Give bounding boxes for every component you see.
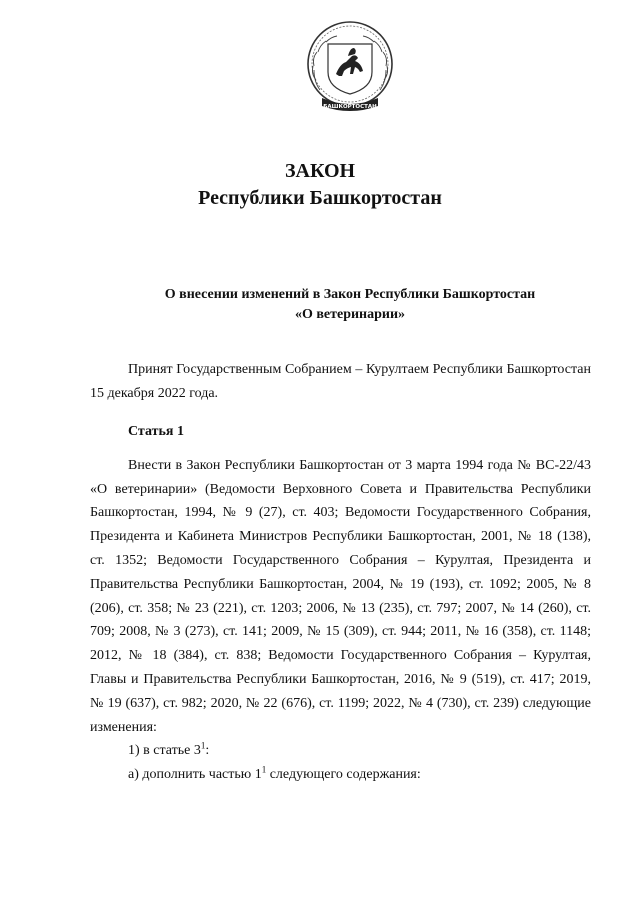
document-republic: Республики Башкортостан <box>198 187 442 209</box>
article-item-1a-text: а) дополнить частью 1 <box>128 767 262 783</box>
article-item-1-text: 1) в статье 3 <box>128 743 201 759</box>
article-paragraph: Внести в Закон Республики Башкортостан от 3 марта 1994 года № ВС-22/43 «О ветеринарии» (Ведомости Верховного Совета и Правительства Республики Башкортостан, 1994, № 9 (27), ст. 403; Ведомости Государственного Собрания, Президента и Кабинета Министров Республики Башкортостан, 2001, № 18 (138), ст. 1352; Ведомости Государственного Собрания – Курултая, Президента и Правительства Республики Башкортостан, 2004, № 19 (193), ст. 1092; 2005, № 8 (206), ст. 358; № 23 (221), ст. 1203; 2006, № 13 (235), ст. 797; 2007, № 14 (260), ст. 709; 2008, № 3 (273), ст. 141; 2009, № 15 (309), ст. 944; 2011, № 16 (358), ст. 1148; 2012, № 18 (384), ст. 838; Ведомости Государственного Собрания – Курултая, Главы и Правительства Республики Башкортостан, 2016, № 9 (519), ст. 417; 2019, № 19 (637), ст. 982; 2020, № 22 (676), ст. 1199; 2022, № 4 (730), ст. 239) следующие изменения: <box>90 457 591 735</box>
law-subject-line-1: О внесении изменений в Закон Республики Башкортостан <box>164 287 536 302</box>
law-subject <box>90 285 610 325</box>
article-item-1a-sup: 1 <box>261 764 267 775</box>
article-1-block <box>90 420 591 787</box>
article-title: Статья 1 <box>128 424 184 439</box>
svg-text:БАШКОРТОСТАН: БАШКОРТОСТАН <box>323 104 377 110</box>
adoption-statement-block <box>90 358 591 406</box>
law-subject-line-2: «О ветеринарии» <box>294 307 406 322</box>
article-item-1-suffix: : <box>205 743 210 759</box>
adoption-statement: Принят Государственным Собранием – Курултаем Республики Башкортостан 15 декабря 2022 года. <box>90 362 591 401</box>
coat-of-arms-emblem <box>298 18 402 118</box>
article-item-1a-suffix: следующего содержания: <box>266 767 421 783</box>
article-item-1a <box>90 763 591 787</box>
article-item-1-sup: 1 <box>200 740 206 751</box>
document-title: ЗАКОН <box>284 160 356 182</box>
article-item-1 <box>90 739 591 763</box>
